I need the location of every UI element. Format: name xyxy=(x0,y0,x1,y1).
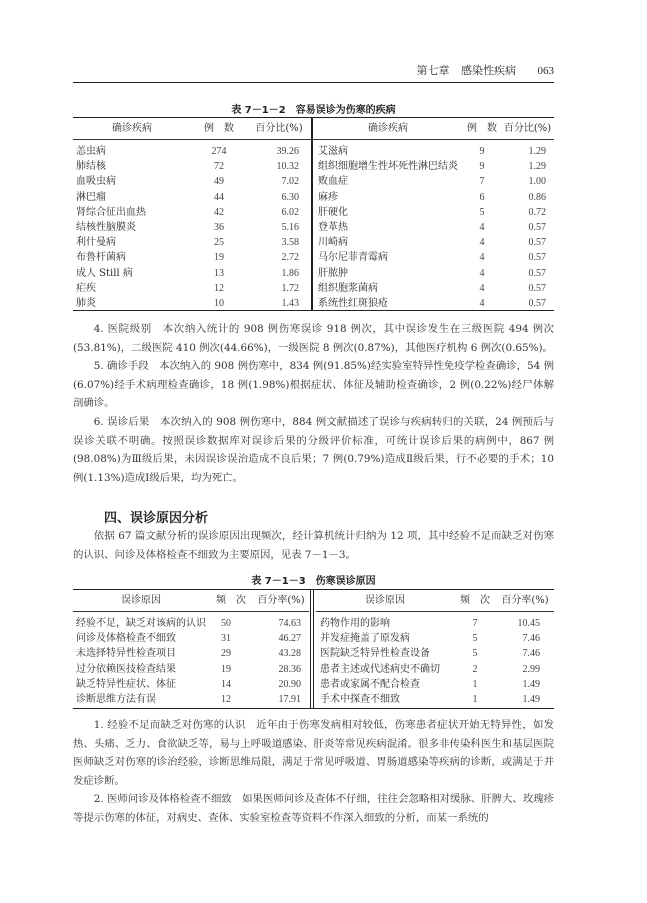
cell-percent: 0.57 xyxy=(528,221,546,233)
cell-disease: 血吸虫病 xyxy=(76,176,116,188)
table-row xyxy=(316,692,554,707)
col-header-percent: 百分比(%) xyxy=(503,123,552,134)
cell-count: 14 xyxy=(221,678,231,690)
cell-count: 5 xyxy=(479,206,485,218)
cell-disease: 利什曼病 xyxy=(76,237,116,249)
cell-count: 4 xyxy=(479,267,485,279)
cell-percent: 46.27 xyxy=(278,633,301,645)
col-header-count: 例 数 xyxy=(204,123,234,134)
cell-disease: 成人 Still 病 xyxy=(76,267,133,279)
cell-disease: 组织细胞增生性坏死性淋巴结炎 xyxy=(318,161,458,173)
cell-percent: 1.00 xyxy=(528,176,546,188)
cell-disease: 马尔尼菲青霉病 xyxy=(318,252,388,264)
cell-disease: 结核性脑膜炎 xyxy=(76,221,136,233)
cell-count: 274 xyxy=(211,146,227,157)
cell-count: 1 xyxy=(472,678,478,690)
paragraph: 4. 医院级别 本次纳入统计的 908 例伤寒误诊 918 例次，其中误诊发生在三级医院 494 例次(53.81%)，二级医院 410 例次(44.66%)，一级医院 8 例次(0.87%)，其他医疗机构 6 例次(0.65%)。 xyxy=(73,323,554,354)
table-misdiagnosed-diseases xyxy=(73,117,554,311)
table-row xyxy=(313,159,554,174)
table-row xyxy=(73,296,311,311)
cell-percent: 28.36 xyxy=(278,663,301,675)
cell-percent: 1.49 xyxy=(522,678,540,690)
cell-percent: 1.49 xyxy=(522,693,540,705)
cell-disease: 淋巴瘤 xyxy=(76,191,106,203)
table-row xyxy=(73,159,311,174)
cell-count: 19 xyxy=(221,663,231,675)
table-row xyxy=(313,144,554,159)
cell-disease: 肺结核 xyxy=(76,161,106,173)
table-row xyxy=(313,281,554,296)
col-header-rate: 百分率(%) xyxy=(501,595,549,606)
cell-count: 29 xyxy=(221,648,231,660)
cell-count: 4 xyxy=(479,252,485,264)
table-row xyxy=(73,250,311,265)
cell-disease: 麻疹 xyxy=(318,191,338,203)
cell-count: 50 xyxy=(221,618,231,629)
table1-right-half xyxy=(313,118,554,310)
table-row xyxy=(73,616,309,631)
table-row xyxy=(73,205,311,220)
cell-count: 10 xyxy=(214,297,224,309)
table-row xyxy=(73,662,309,677)
cell-count: 4 xyxy=(479,297,485,309)
table-row xyxy=(316,662,554,677)
cell-count: 9 xyxy=(479,146,485,157)
col-header-frequency: 频 次 xyxy=(216,595,246,606)
cell-percent: 5.16 xyxy=(281,221,299,233)
cell-count: 1 xyxy=(472,693,478,705)
cell-reason: 药物作用的影响 xyxy=(320,618,390,629)
paragraphs-group-1 xyxy=(73,320,554,487)
table-row xyxy=(316,616,554,631)
cell-percent: 1.43 xyxy=(281,297,299,309)
table-row xyxy=(316,677,554,692)
table1-left-body xyxy=(73,140,311,311)
cell-percent: 0.86 xyxy=(528,191,546,203)
cell-disease: 川崎病 xyxy=(318,237,348,249)
paragraph: 5. 确诊手段 本次纳入的 908 例伤寒中，834 例(91.85%)经实验室特异性免疫学检查确诊，54 例(6.07%)经手术病理检查确诊，18 例(1.98%)根据症状、体征及辅助检查确诊，2 例(0.22%)经尸体解剖确诊。 xyxy=(73,360,554,410)
cell-disease: 登革热 xyxy=(318,221,348,233)
intro-paragraph: 依据 67 篇文献分析的误诊原因出现频次，经计算机统计归纳为 12 项，其中经验不足而缺乏对伤寒的认识、问诊及体格检查不细致为主要原因，见表 7－1－3。 xyxy=(73,530,554,561)
cell-count: 4 xyxy=(479,221,485,233)
cell-percent: 0.57 xyxy=(528,267,546,279)
table-row xyxy=(313,190,554,205)
table-row xyxy=(313,205,554,220)
cell-disease: 败血症 xyxy=(318,176,348,188)
section-heading: 四、误诊原因分析 xyxy=(104,511,209,526)
cell-reason: 并发症掩盖了原发病 xyxy=(320,633,410,645)
cell-count: 4 xyxy=(479,237,485,249)
paragraph: 2. 医师问诊及体格检查不细致 如果医师问诊及查体不仔细，往往会忽略相对缓脉、肝脾大、玫瑰疹等提示伤寒的体征，对病史、查体、实验室检查等资料不作深入细致的分析，而某一系统的 xyxy=(73,793,554,824)
paragraph: 6. 误诊后果 本次纳入的 908 例伤寒中，884 例文献描述了误诊与疾病转归的关联，24 例预后与误诊关联不明确。按照误诊数据库对误诊后果的分级评价标准，可统计误诊后果的病例中，867 例(98.08%)为Ⅲ级后果，未因误诊误治造成不良后果；7 例(0.79%)造成Ⅱ级后果，行不必要的手术；10 例(1.13%)造成Ⅰ级后果，均为死亡。 xyxy=(73,415,554,484)
cell-count: 42 xyxy=(214,206,224,218)
col-header-percent: 百分比(%) xyxy=(255,123,303,134)
cell-count: 12 xyxy=(221,693,231,705)
cell-count: 7 xyxy=(472,618,478,629)
cell-reason: 过分依赖医技检查结果 xyxy=(76,663,176,675)
cell-disease: 系统性红斑狼疮 xyxy=(318,297,388,309)
table-double-divider xyxy=(310,590,314,708)
cell-percent: 74.63 xyxy=(278,618,301,629)
cell-count: 49 xyxy=(214,176,224,188)
cell-count: 4 xyxy=(479,282,485,294)
col-header-frequency: 频 次 xyxy=(460,595,490,606)
table-row xyxy=(73,646,309,661)
cell-percent: 2.72 xyxy=(281,252,299,264)
paragraph: 1. 经验不足而缺乏对伤寒的认识 近年由于伤寒发病相对较低，伤寒患者症状开始无特异性，如发热、头痛、乏力、食欲缺乏等，易与上呼吸道感染、肝炎等常见疾病混淆。很多非传染科医生和基层医院医师缺乏对伤寒的诊治经验，诊断思维局限，满足于常见呼吸道、胃肠道感染等疾病的诊断，或满足于并发症诊断。 xyxy=(73,719,554,787)
cell-reason: 缺乏特异性症状、体征 xyxy=(76,678,176,690)
cell-reason: 经验不足，缺乏对该病的认识 xyxy=(76,618,206,629)
table2-left-body xyxy=(73,612,309,707)
cell-reason: 医院缺乏特异性检查设备 xyxy=(320,648,430,660)
cell-percent: 1.29 xyxy=(528,146,546,157)
cell-reason: 未选择特异性检查项目 xyxy=(76,648,176,660)
table-row xyxy=(313,250,554,265)
cell-disease: 肾综合征出血热 xyxy=(76,206,146,218)
cell-percent: 0.57 xyxy=(528,297,546,309)
cell-reason: 手术中探查不细致 xyxy=(320,693,400,705)
cell-count: 13 xyxy=(214,267,224,279)
cell-disease: 肺炎 xyxy=(76,297,96,309)
cell-percent: 1.29 xyxy=(528,161,546,173)
table-row xyxy=(73,266,311,281)
cell-percent: 10.32 xyxy=(276,161,299,173)
cell-percent: 7.46 xyxy=(522,648,540,660)
cell-count: 2 xyxy=(472,663,478,675)
cell-percent: 7.02 xyxy=(281,176,299,188)
table-row xyxy=(313,296,554,311)
cell-count: 5 xyxy=(472,633,478,645)
cell-count: 9 xyxy=(479,161,485,173)
table-row xyxy=(73,677,309,692)
cell-percent: 7.46 xyxy=(522,633,540,645)
cell-percent: 1.86 xyxy=(281,267,299,279)
cell-count: 5 xyxy=(472,648,478,660)
table-row xyxy=(73,144,311,159)
table1-left-half xyxy=(73,118,311,310)
table-row xyxy=(73,190,311,205)
cell-percent: 3.58 xyxy=(281,237,299,249)
table2-header-row xyxy=(316,590,554,612)
cell-count: 25 xyxy=(214,237,224,249)
table-row xyxy=(313,235,554,250)
cell-percent: 39.26 xyxy=(276,146,299,157)
cell-count: 44 xyxy=(214,191,224,203)
cell-count: 6 xyxy=(479,191,485,203)
cell-percent: 0.57 xyxy=(528,282,546,294)
table-misdiagnosis-reasons xyxy=(73,589,554,709)
cell-percent: 20.90 xyxy=(278,678,301,690)
table2-caption: 表 7－1－3 伤寒误诊原因 xyxy=(251,576,376,587)
cell-reason: 诊断思维方法有误 xyxy=(76,693,156,705)
table1-right-body xyxy=(313,140,554,311)
cell-count: 12 xyxy=(214,282,224,294)
cell-percent: 0.57 xyxy=(528,252,546,264)
page-number: 063 xyxy=(537,65,554,77)
table-row xyxy=(73,235,311,250)
table-row xyxy=(313,174,554,189)
col-header-reason: 误诊原因 xyxy=(121,595,161,606)
cell-disease: 肝硬化 xyxy=(318,206,348,218)
table-row xyxy=(313,220,554,235)
table2-header-row xyxy=(73,590,309,612)
cell-percent: 0.72 xyxy=(528,206,546,218)
table-row xyxy=(73,174,311,189)
cell-count: 72 xyxy=(214,161,224,173)
col-header-rate: 百分率(%) xyxy=(257,595,305,606)
running-header xyxy=(73,64,554,83)
cell-count: 31 xyxy=(221,633,231,645)
table1-header-row xyxy=(313,118,554,140)
table-row xyxy=(73,692,309,707)
cell-count: 7 xyxy=(479,176,485,188)
cell-count: 36 xyxy=(214,221,224,233)
table-row xyxy=(313,266,554,281)
cell-percent: 43.28 xyxy=(278,648,301,660)
col-header-disease: 确诊疾病 xyxy=(368,123,408,134)
cell-percent: 0.57 xyxy=(528,237,546,249)
cell-percent: 1.72 xyxy=(281,282,299,294)
paragraphs-group-2 xyxy=(73,716,554,828)
cell-reason: 问诊及体格检查不细致 xyxy=(76,633,176,645)
cell-percent: 6.02 xyxy=(281,206,299,218)
table1-caption: 表 7－1－2 容易误诊为伤寒的疾病 xyxy=(231,105,396,116)
chapter-label: 第七章 xyxy=(416,64,450,77)
cell-disease: 疟疾 xyxy=(76,282,96,294)
table-row xyxy=(316,646,554,661)
cell-count: 19 xyxy=(214,252,224,264)
table2-right-body xyxy=(316,612,554,707)
table-row xyxy=(316,631,554,646)
cell-disease: 恙虫病 xyxy=(76,146,106,157)
col-header-disease: 确诊疾病 xyxy=(112,123,152,134)
cell-disease: 布鲁杆菌病 xyxy=(76,252,126,264)
cell-disease: 肝脓肿 xyxy=(318,267,348,279)
table-row xyxy=(73,631,309,646)
col-header-reason: 误诊原因 xyxy=(365,595,405,606)
table-row xyxy=(73,281,311,296)
table2-right-half xyxy=(316,590,554,708)
cell-reason: 患者或家属不配合检查 xyxy=(320,678,420,690)
col-header-count: 例 数 xyxy=(467,123,497,134)
cell-percent: 6.30 xyxy=(281,191,299,203)
cell-disease: 组织胞浆菌病 xyxy=(318,282,378,294)
table2-left-half xyxy=(73,590,309,708)
cell-percent: 2.99 xyxy=(522,663,540,675)
table1-header-row xyxy=(73,118,311,140)
cell-percent: 17.91 xyxy=(278,693,301,705)
cell-disease: 艾滋病 xyxy=(318,146,348,157)
table-row xyxy=(73,220,311,235)
cell-reason: 患者主述或代述病史不确切 xyxy=(320,663,440,675)
cell-percent: 10.45 xyxy=(517,618,540,629)
section-label: 感染性疾病 xyxy=(461,64,516,77)
